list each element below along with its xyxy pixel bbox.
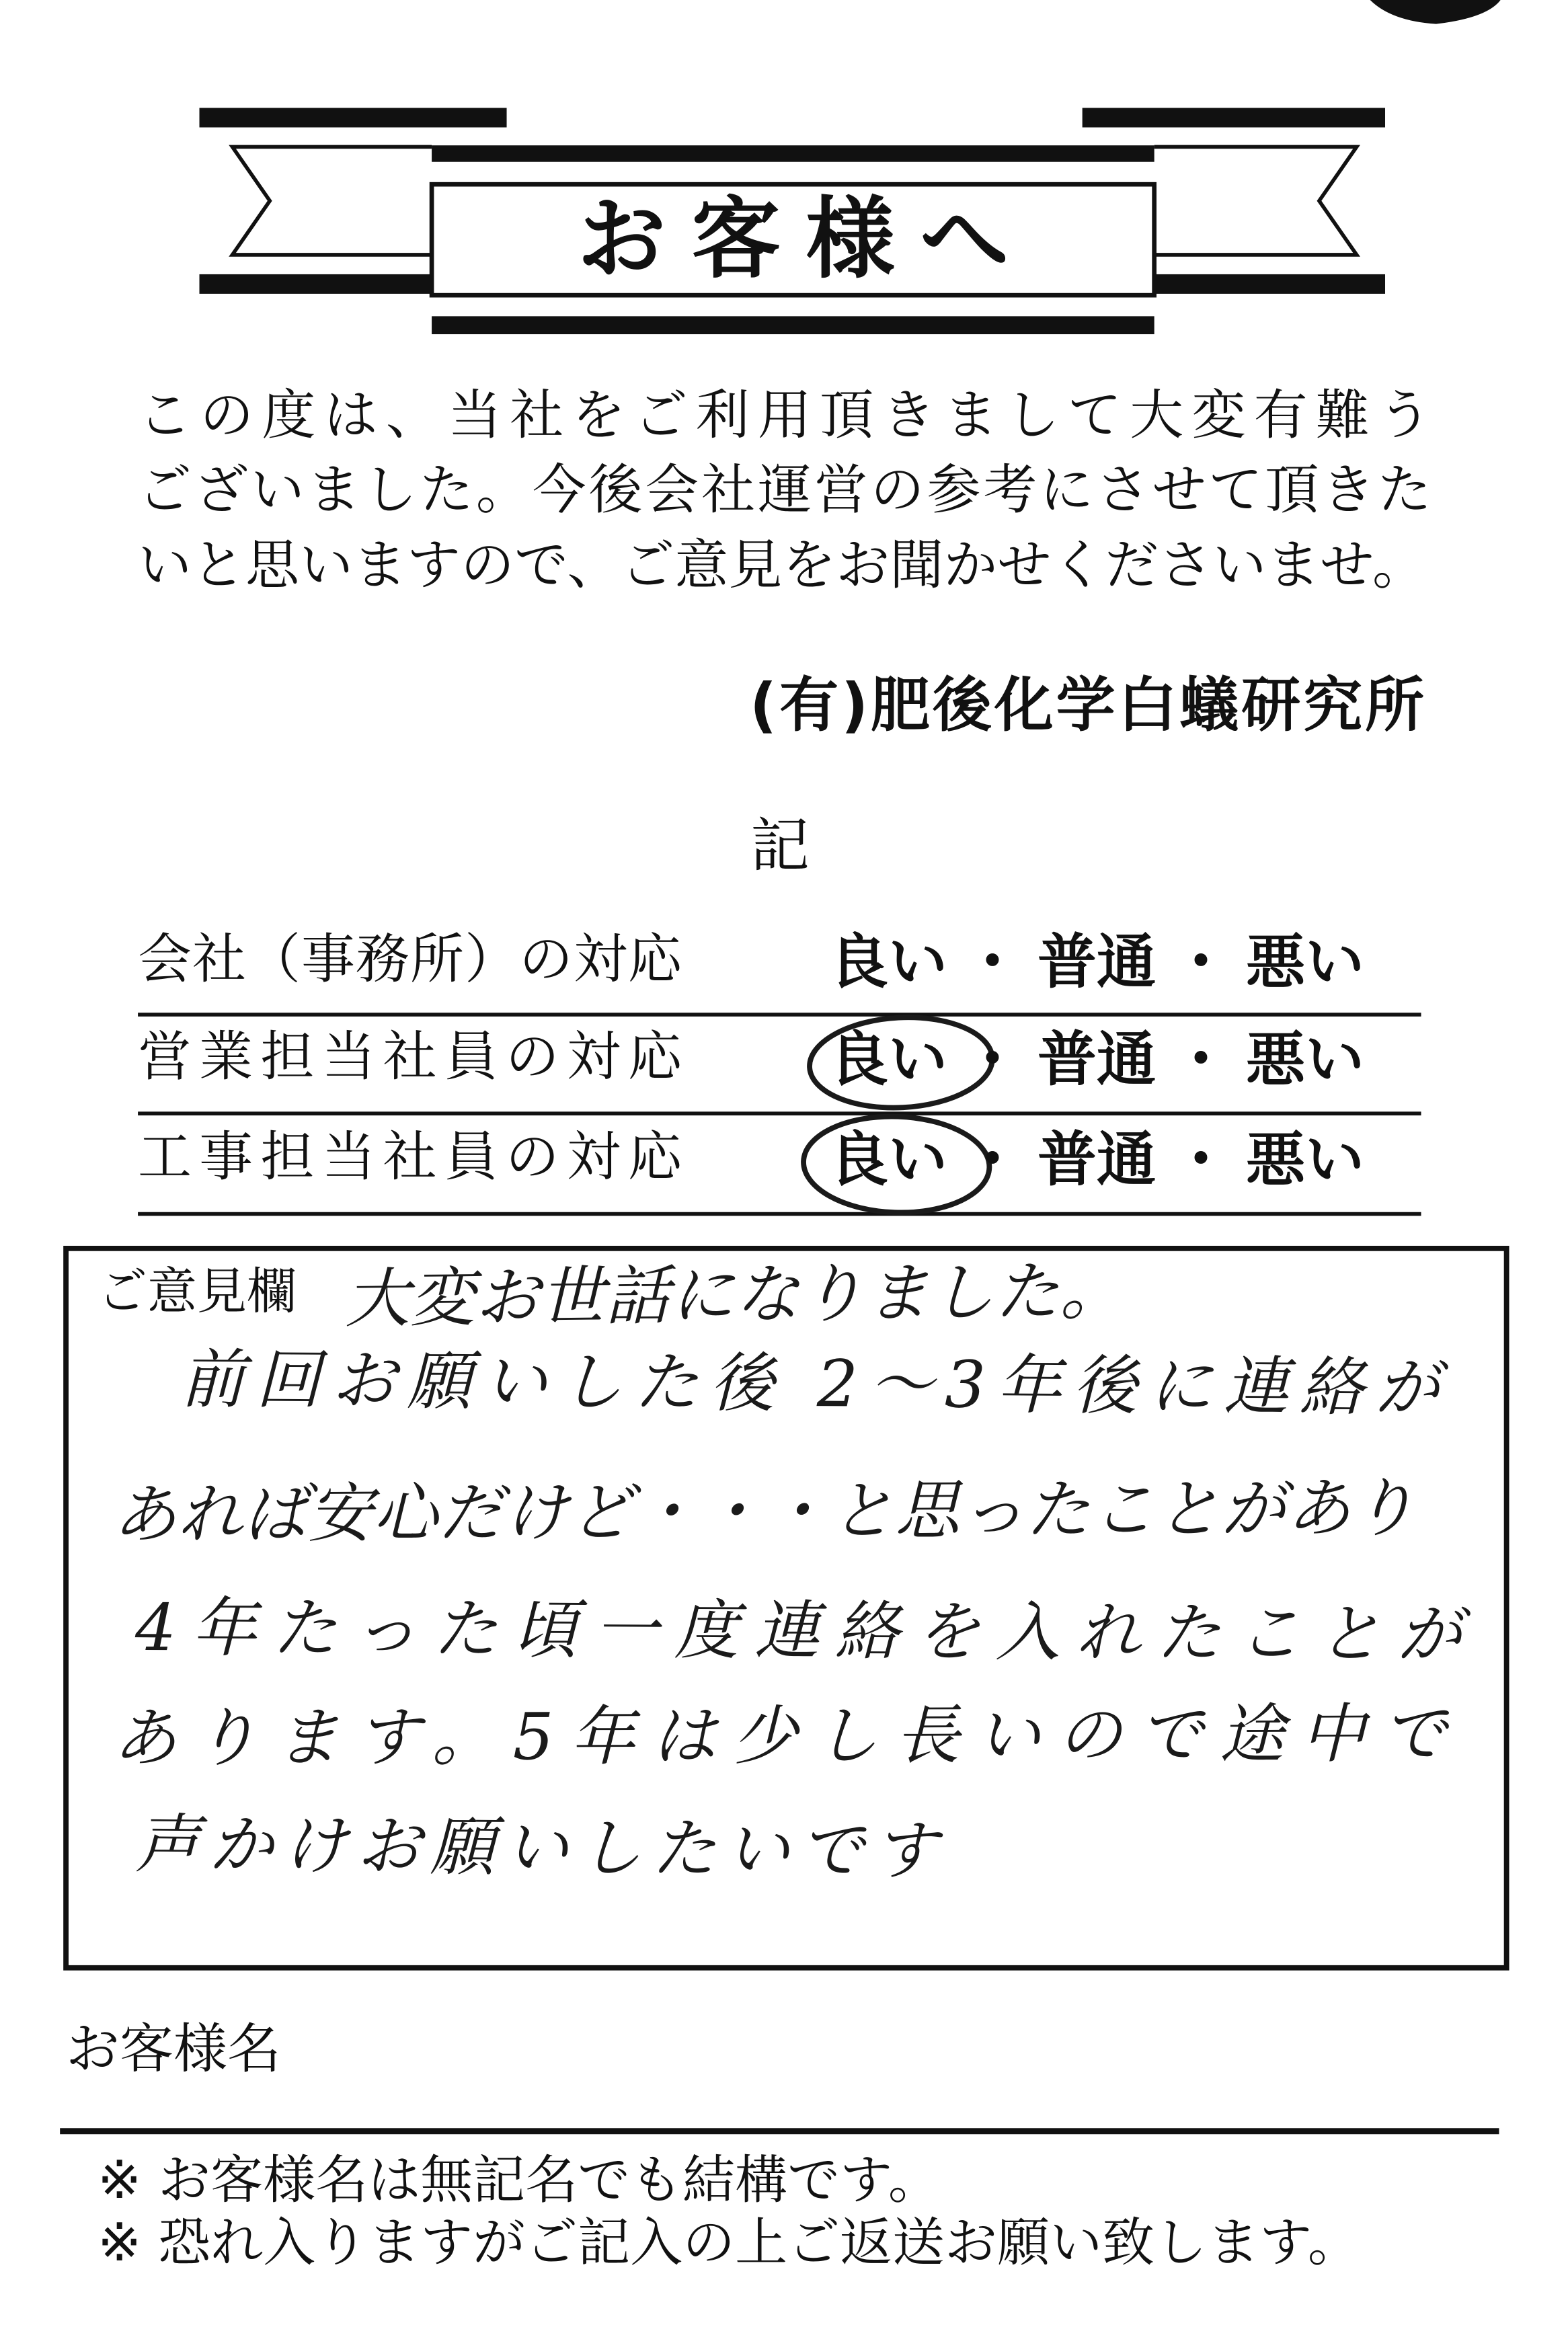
intro-line-2: ございました。今後会社運営の参考にさせて頂きた <box>138 459 1432 521</box>
option-separator: ・ <box>1171 1125 1230 1194</box>
option-separator: ・ <box>1171 1025 1230 1094</box>
page-title: お客様へ <box>577 186 1035 291</box>
option-separator: ・ <box>962 927 1022 996</box>
option-normal: 普通 <box>1037 927 1156 996</box>
option-separator: ・ <box>1171 927 1230 996</box>
banner-top-left-bar <box>200 108 507 127</box>
banner-right-ribbon <box>1154 147 1357 254</box>
option-bad: 悪い <box>1245 1025 1364 1094</box>
banner-top-right-bar <box>1083 108 1385 127</box>
banner-bottom-left-bar <box>200 274 432 294</box>
rating-options-construction-staff <box>829 1125 1364 1194</box>
option-separator: ・ <box>962 1025 1022 1094</box>
option-good: 良い <box>829 927 948 996</box>
banner-bottom-center-bar <box>432 316 1154 334</box>
comment-label: ご意見欄 <box>97 1263 297 1320</box>
banner-bottom-right-bar <box>1154 274 1385 294</box>
handwritten-comment-line: 大変お世話になりました。 <box>344 1253 1125 1337</box>
row-label-construction-staff: 工事担当社員の対応 <box>138 1126 682 1188</box>
rating-options-sales-staff <box>829 1025 1364 1094</box>
handwritten-comment-line: 前回お願いした後 2～3年後に連絡が <box>180 1341 1440 1426</box>
customer-name-label: お客様名 <box>66 2018 281 2080</box>
option-normal: 普通 <box>1037 1125 1156 1194</box>
note-anonymous-ok: ※ お客様名は無記名でも結構です。 <box>97 2150 941 2211</box>
company-name: (有)肥後化学白蟻研究所 <box>750 670 1424 740</box>
intro-line-3: いと思いますので、ご意見をお聞かせくださいませ。 <box>138 534 1426 596</box>
option-good: 良い <box>829 1025 948 1094</box>
handwritten-comment-line: 4年たった頃一度連絡を入れたことが <box>134 1589 1462 1673</box>
record-heading: 記 <box>750 811 810 880</box>
option-good: 良い <box>829 1125 948 1194</box>
handwritten-comment-line: あれば安心だけど・・・と思ったことがあり <box>112 1470 1417 1553</box>
option-normal: 普通 <box>1037 1025 1156 1094</box>
option-bad: 悪い <box>1245 1125 1364 1194</box>
option-separator: ・ <box>962 1125 1022 1194</box>
corner-mark <box>1370 0 1501 24</box>
row-label-sales-staff: 営業担当社員の対応 <box>138 1025 682 1088</box>
handwritten-comment-line: 声かけお願いしたいです <box>134 1806 938 1889</box>
rating-options-company <box>829 927 1364 996</box>
option-bad: 悪い <box>1245 927 1364 996</box>
banner-top-center-bar <box>432 145 1154 162</box>
intro-line-1: この度は、当社をご利用頂きまして大変有難う <box>138 384 1432 446</box>
handwritten-comment-line: あります。5年は少し長いので途中で <box>112 1696 1447 1776</box>
note-please-return: ※ 恐れ入りますがご記入の上ご返送お願い致します。 <box>97 2213 1360 2273</box>
row-label-company: 会社（事務所）の対応 <box>138 928 682 990</box>
banner-left-ribbon <box>233 147 432 254</box>
